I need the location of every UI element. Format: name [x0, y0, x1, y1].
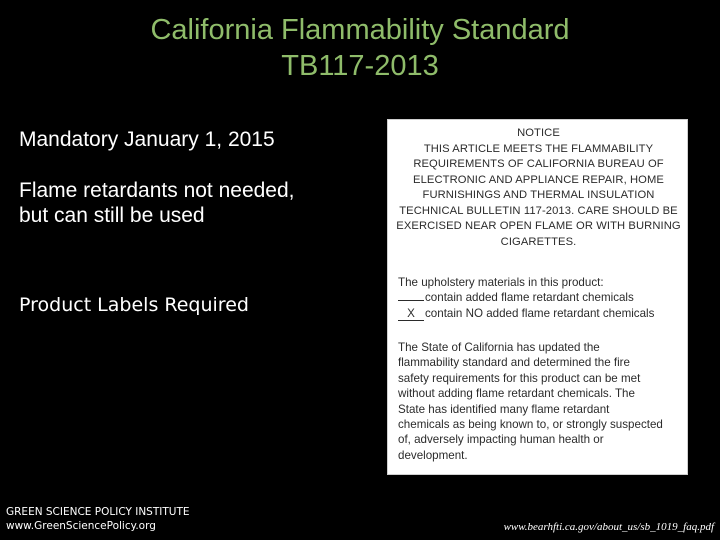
option-added-label: contain added flame retardant chemicals — [425, 291, 634, 305]
notice-label-image — [387, 119, 688, 475]
materials-section — [398, 275, 684, 321]
flame-retardant-text — [19, 178, 295, 228]
notice-header-line: ELECTRONIC AND APPLIANCE REPAIR, HOME — [413, 173, 664, 186]
notice-header-line: TECHNICAL BULLETIN 117-2013. CARE SHOULD BE — [399, 204, 678, 217]
notice-header-line: CIGARETTES. — [500, 235, 577, 248]
slide-title-line-1: California Flammability Standard — [150, 14, 570, 46]
state-statement-line: flammability standard and determined the fire — [398, 356, 630, 370]
notice-header-line: FURNISHINGS AND THERMAL INSULATION — [422, 189, 655, 201]
state-statement-line: development. — [398, 448, 468, 462]
option-added-blank — [398, 300, 424, 301]
state-statement-line: State has identified many flame retardant — [398, 402, 610, 416]
source-url: www.bearhfti.ca.gov/about_us/sb_1019_faq.pdf — [503, 521, 714, 533]
slide-title-line-2: TB117-2013 — [281, 50, 439, 82]
state-statement-line: of, adversely impacting human health or — [398, 433, 604, 447]
footer-website: www.GreenSciencePolicy.org — [6, 520, 156, 532]
flame-retardant-line-2: but can still be used — [19, 204, 205, 227]
notice-header — [394, 126, 683, 250]
slide-title — [0, 12, 720, 84]
notice-header-line: EXERCISED NEAR OPEN FLAME OR WITH BURNING — [396, 220, 681, 232]
option-none — [398, 306, 684, 321]
notice-header-line: THIS ARTICLE MEETS THE FLAMMABILITY — [423, 142, 654, 155]
option-added — [398, 290, 684, 305]
materials-intro: The upholstery materials in this product: — [398, 276, 604, 289]
state-statement-line: without adding flame retardant chemicals. The — [398, 387, 635, 401]
mandatory-date-text: Mandatory January 1, 2015 — [19, 128, 275, 151]
option-none-mark: X — [398, 308, 424, 321]
footer-org-name: GREEN SCIENCE POLICY INSTITUTE — [6, 506, 190, 518]
notice-header-line: REQUIREMENTS OF CALIFORNIA BUREAU OF — [413, 158, 664, 170]
product-labels-text: Product Labels Required — [19, 294, 249, 316]
state-statement-line: The State of California has updated the — [398, 341, 600, 354]
footer-branding — [6, 505, 190, 533]
state-statement-line: safety requirements for this product can be met — [398, 371, 641, 385]
state-statement — [398, 340, 684, 463]
state-statement-line: chemicals as being known to, or strongly suspected — [398, 418, 663, 432]
notice-header-line: NOTICE — [517, 127, 560, 139]
flame-retardant-line-1: Flame retardants not needed, — [19, 179, 295, 202]
option-none-label: contain NO added flame retardant chemicals — [425, 306, 655, 320]
